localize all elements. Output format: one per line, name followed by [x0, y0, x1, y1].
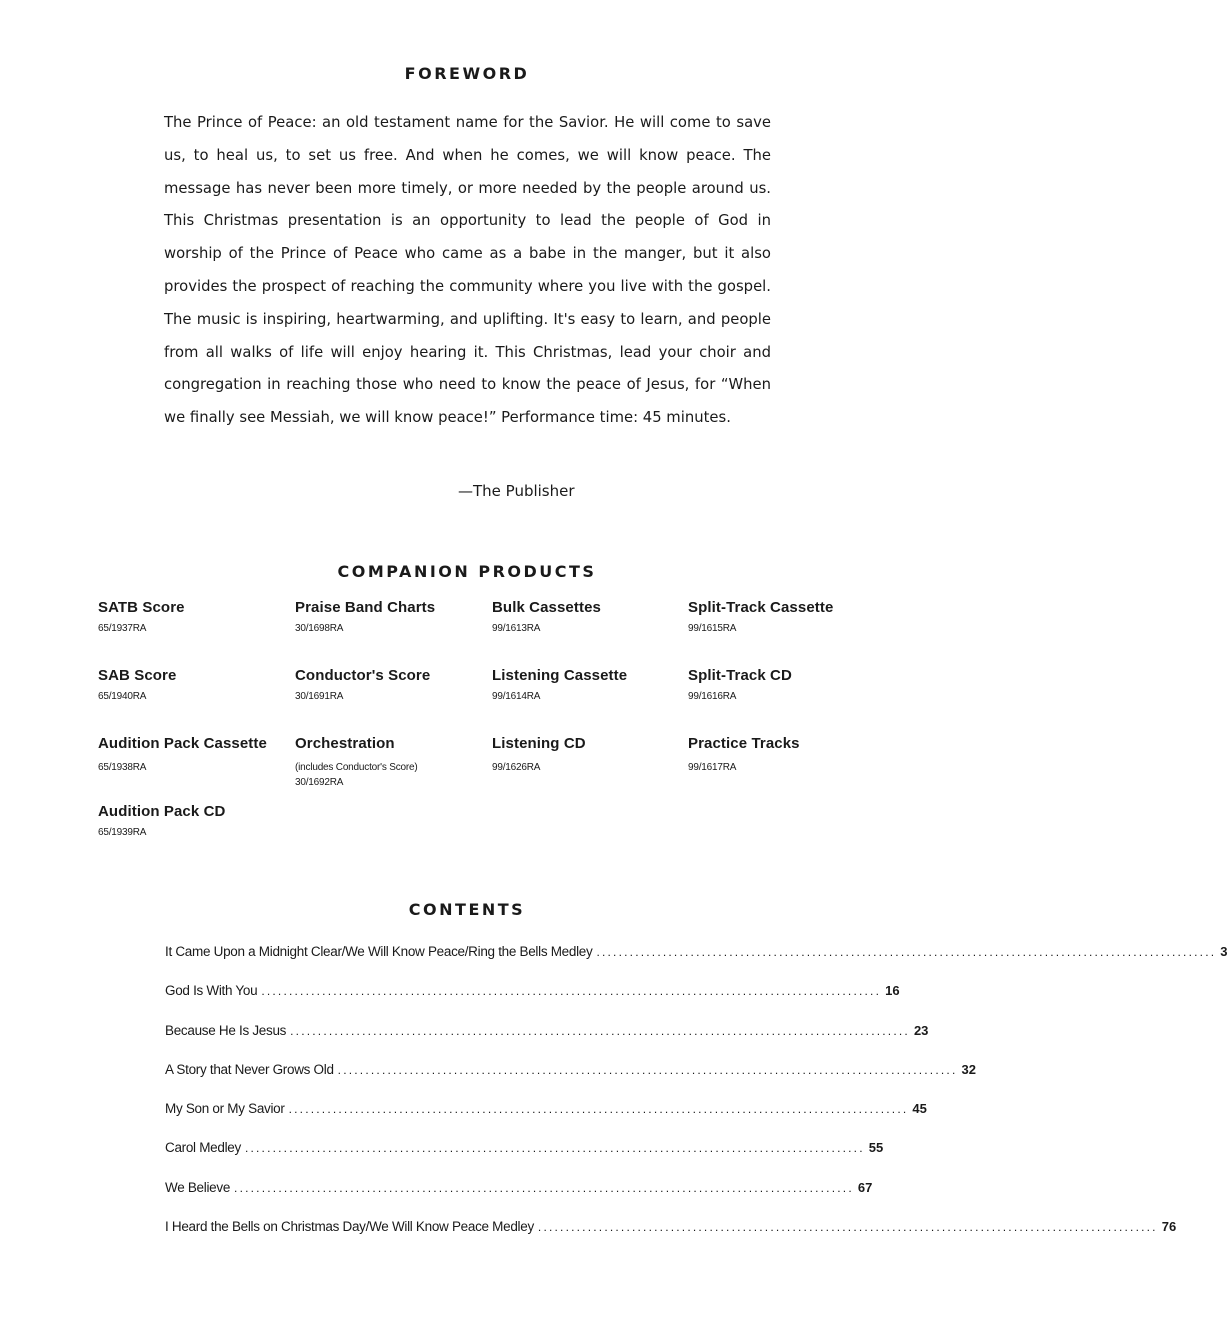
foreword-signature: —The Publisher — [458, 482, 575, 500]
toc-entry-title: God Is With You — [165, 983, 258, 999]
product-listening-cd — [492, 735, 682, 775]
product-code: 99/1614RA — [492, 691, 541, 702]
toc-leader-dots: ................................................................................................................ — [537, 1220, 1158, 1235]
product-name: Listening CD — [492, 735, 586, 752]
product-name: Bulk Cassettes — [492, 599, 601, 616]
toc-entry[interactable] — [165, 1101, 927, 1140]
toc-entry[interactable] — [165, 1179, 873, 1219]
toc-entry-page: 55 — [868, 1140, 884, 1156]
product-satb-score — [98, 599, 288, 636]
product-name: Orchestration — [295, 735, 395, 752]
product-audition-pack-cassette — [98, 735, 288, 775]
foreword-body: The Prince of Peace: an old testament name for the Savior. He will come to save us, to heal us, to set us free. And when he comes, we will know peace. The message has never been more timely, or more needed by the people around us. This Christmas presentation is an opportunity to lead the people of God in worship of the Prince of Peace who came as a babe in the manger, but it also provides the prospect of reaching the community where you live with the gospel. The music is inspiring, heartwarming, and uplifting. It's easy to learn, and people from all walks of life will enjoy hearing it. This Christmas, lead your choir and congregation in reaching those who need to know the peace of Jesus, for “When we finally see Messiah, we will know peace!” Performance time: 45 minutes. — [164, 114, 771, 427]
toc-entry-title: We Believe — [165, 1179, 231, 1195]
product-code: 65/1940RA — [98, 691, 147, 702]
toc-entry-title: My Son or My Savior — [165, 1101, 285, 1117]
product-code: 99/1615RA — [688, 623, 737, 634]
toc-entry-title: I Heard the Bells on Christmas Day/We Will Know Peace Medley — [165, 1219, 534, 1235]
product-note: (includes Conductor's Score) — [295, 762, 418, 773]
toc-entry[interactable] — [165, 1219, 1177, 1258]
toc-entry-page: 3 — [1220, 944, 1228, 959]
product-code: 99/1616RA — [688, 691, 737, 702]
toc-leader-dots: ................................................................................................................ — [244, 1141, 865, 1156]
product-code: 30/1692RA — [295, 777, 344, 788]
product-split-track-cassette — [688, 599, 878, 636]
product-practice-tracks — [688, 735, 878, 775]
toc-leader-dots: ................................................................................................................ — [337, 1062, 958, 1077]
toc-entry-title: A Story that Never Grows Old — [165, 1061, 334, 1077]
product-name: Audition Pack Cassette — [98, 735, 267, 752]
toc-entry[interactable] — [165, 983, 900, 1022]
product-sab-score — [98, 667, 288, 704]
product-code: 99/1613RA — [492, 623, 541, 634]
product-name: Conductor's Score — [295, 667, 431, 684]
toc-entry-page: 45 — [912, 1101, 927, 1117]
toc-entry-title: Carol Medley — [165, 1140, 241, 1156]
toc-entry[interactable] — [165, 944, 1228, 983]
foreword-heading: FOREWORD — [404, 64, 530, 83]
product-name: Praise Band Charts — [295, 599, 436, 616]
product-orchestration — [295, 735, 485, 790]
product-code: 99/1617RA — [688, 762, 737, 773]
companion-products-heading: COMPANION PRODUCTS — [337, 562, 597, 581]
product-code: 99/1626RA — [492, 762, 541, 773]
toc-entry-page: 23 — [913, 1022, 929, 1038]
product-code: 65/1938RA — [98, 762, 147, 773]
product-listening-cassette — [492, 667, 682, 704]
product-audition-pack-cd — [98, 803, 288, 840]
toc-entry-title: Because He Is Jesus — [165, 1022, 287, 1038]
toc-leader-dots: ................................................................................................................ — [596, 945, 1217, 959]
product-conductors-score — [295, 667, 485, 704]
toc-leader-dots: ................................................................................................................ — [288, 1102, 909, 1117]
product-code: 65/1937RA — [98, 623, 147, 634]
product-bulk-cassettes — [492, 599, 682, 636]
product-praise-band-charts — [295, 599, 485, 636]
product-code: 30/1698RA — [295, 623, 344, 634]
table-of-contents — [165, 944, 1228, 1258]
product-name: Split-Track Cassette — [688, 599, 834, 616]
product-name: Split-Track CD — [688, 667, 792, 684]
toc-entry[interactable] — [165, 1061, 976, 1101]
product-name: SAB Score — [98, 667, 177, 684]
toc-entry-title: It Came Upon a Midnight Clear/We Will Know Peace/Ring the Bells Medley — [165, 944, 593, 959]
toc-entry-page: 76 — [1161, 1219, 1177, 1235]
product-name: Practice Tracks — [688, 735, 800, 752]
toc-leader-dots: ................................................................................................................ — [261, 984, 882, 999]
toc-entry[interactable] — [165, 1022, 929, 1062]
toc-entry-page: 32 — [961, 1061, 976, 1077]
product-code: 30/1691RA — [295, 691, 344, 702]
product-name: Audition Pack CD — [98, 803, 226, 820]
product-name: Listening Cassette — [492, 667, 628, 684]
toc-entry[interactable] — [165, 1140, 884, 1179]
toc-entry-page: 16 — [885, 983, 900, 999]
product-code: 65/1939RA — [98, 827, 147, 838]
toc-entry-page: 67 — [857, 1179, 873, 1195]
toc-leader-dots: ................................................................................................................ — [234, 1180, 854, 1195]
product-name: SATB Score — [98, 599, 185, 616]
toc-leader-dots: ................................................................................................................ — [290, 1023, 910, 1038]
contents-heading: CONTENTS — [408, 900, 526, 919]
product-split-track-cd — [688, 667, 878, 704]
